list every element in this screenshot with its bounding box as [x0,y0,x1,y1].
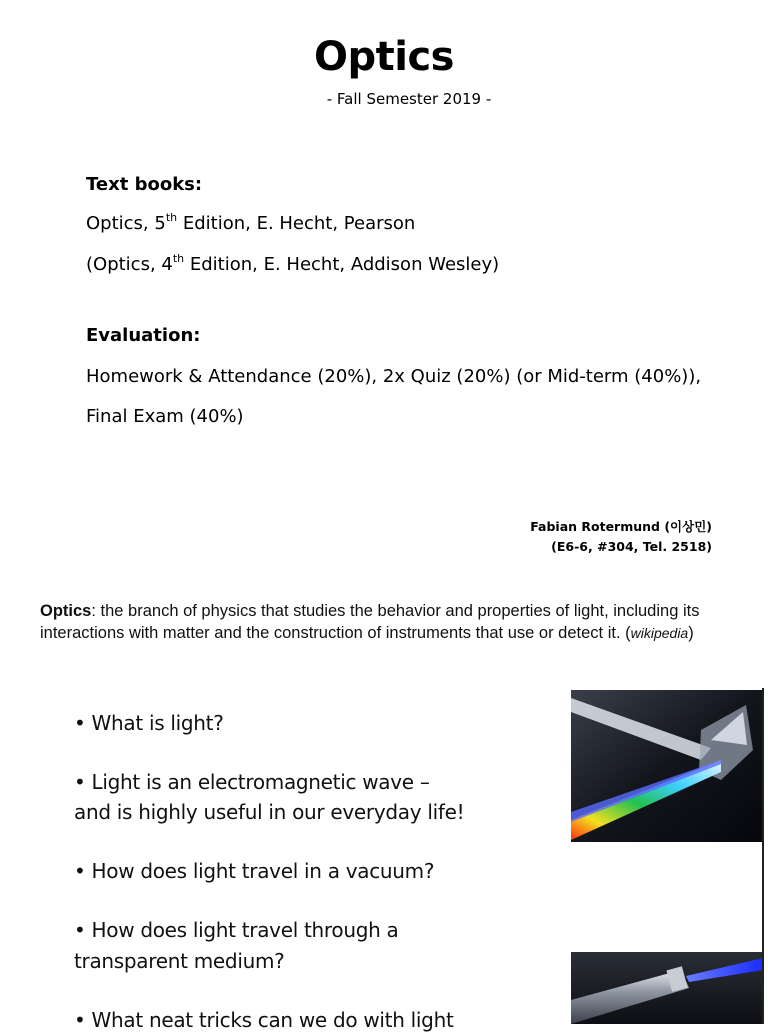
page-subtitle: - Fall Semester 2019 - [326,90,492,108]
bullet-medium: • How does light travel through a [74,918,399,942]
bullet-tricks: • What neat tricks can we do with light [74,1008,454,1032]
evaluation-line-1: Homework & Attendance (20%), 2x Quiz (20%) (or Mid-term (40%)), [86,366,702,387]
bullet-what-is-light: • What is light? [74,711,224,735]
textbooks-heading: Text books: [86,174,203,195]
laser-photo [571,952,763,1024]
textbook-1: Optics, 5th Edition, E. Hecht, Pearson [86,211,416,234]
definition-source: wikipedia [630,625,689,641]
evaluation-heading: Evaluation: [86,325,201,346]
definition-term: Optics [40,602,92,620]
page-title: Optics [314,34,454,80]
evaluation-line-2: Final Exam (40%) [86,406,244,427]
instructor-name: Fabian Rotermund (이상민) [530,519,712,534]
right-edge-divider [762,688,764,1024]
instructor-block [530,517,712,557]
bullet-vacuum: • How does light travel in a vacuum? [74,859,435,883]
bullet-em-wave-cont: and is highly useful in our everyday life! [74,800,465,824]
bullet-em-wave: • Light is an electromagnetic wave – [74,770,430,794]
instructor-office: (E6-6, #304, Tel. 2518) [551,539,712,554]
textbook-2: (Optics, 4th Edition, E. Hecht, Addison Wesley) [86,252,500,275]
optics-definition: Optics: the branch of physics that studies the behavior and properties of light, including its interactions with matter and the construction of instruments that use or detect it. (wikipedia) [40,602,700,642]
bullet-medium-cont: transparent medium? [74,949,285,973]
prism-photo [571,690,763,842]
